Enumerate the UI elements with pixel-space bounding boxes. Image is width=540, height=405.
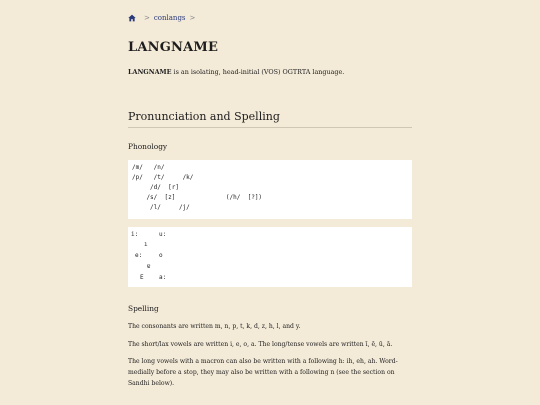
spelling-paragraph: The long vowels with a macron can also be written with a following h: ih, eh, ah. Word-medially before a stop, they may also be written with a following n (see the section on Sandhi below). bbox=[128, 358, 398, 387]
vowel-schwa: ı bbox=[144, 241, 148, 248]
consonant-line: /s/ [z] (/h/ [?]) bbox=[132, 194, 263, 201]
vowel-o: o bbox=[159, 252, 163, 259]
breadcrumb-separator: > bbox=[144, 14, 150, 22]
spelling-heading: Spelling bbox=[128, 304, 159, 313]
breadcrumb bbox=[128, 14, 199, 22]
vowel-i: i: bbox=[131, 231, 139, 238]
section-title: Pronunciation and Spelling bbox=[128, 110, 412, 128]
vowel-a: a: bbox=[159, 274, 167, 281]
intro-paragraph bbox=[128, 68, 344, 77]
breadcrumb-separator: > bbox=[189, 14, 196, 22]
home-icon[interactable] bbox=[128, 14, 136, 22]
page-title: LANGNAME bbox=[128, 40, 219, 55]
intro-language-name: LANGNAME bbox=[128, 68, 172, 76]
spelling-paragraph: The consonants are written m, n, p, t, k, d, z, h, l, and y. bbox=[128, 323, 301, 330]
vowel-u: u: bbox=[159, 231, 167, 238]
vowel-inventory-box bbox=[128, 227, 412, 287]
consonant-line: /m/ /n/ bbox=[132, 164, 165, 171]
breadcrumb-link-conlangs[interactable]: conlangs bbox=[153, 14, 186, 22]
vowel-small: ɐ bbox=[147, 263, 151, 270]
vowel-E: E bbox=[140, 274, 144, 281]
spelling-paragraph: The short/lax vowels are written i, e, o, a. The long/tense vowels are written ī, ē, ū, ā. bbox=[128, 341, 393, 348]
consonant-line: /p/ /t/ /k/ bbox=[132, 174, 194, 181]
consonant-line: /d/ [r] bbox=[132, 184, 179, 191]
phonology-heading: Phonology bbox=[128, 142, 168, 151]
consonant-inventory-box bbox=[128, 160, 412, 219]
vowel-e: e: bbox=[135, 252, 143, 259]
intro-text: is an isolating, head-initial (VOS) OGTRTA language. bbox=[171, 68, 345, 76]
consonant-line: /l/ /j/ bbox=[132, 204, 190, 211]
